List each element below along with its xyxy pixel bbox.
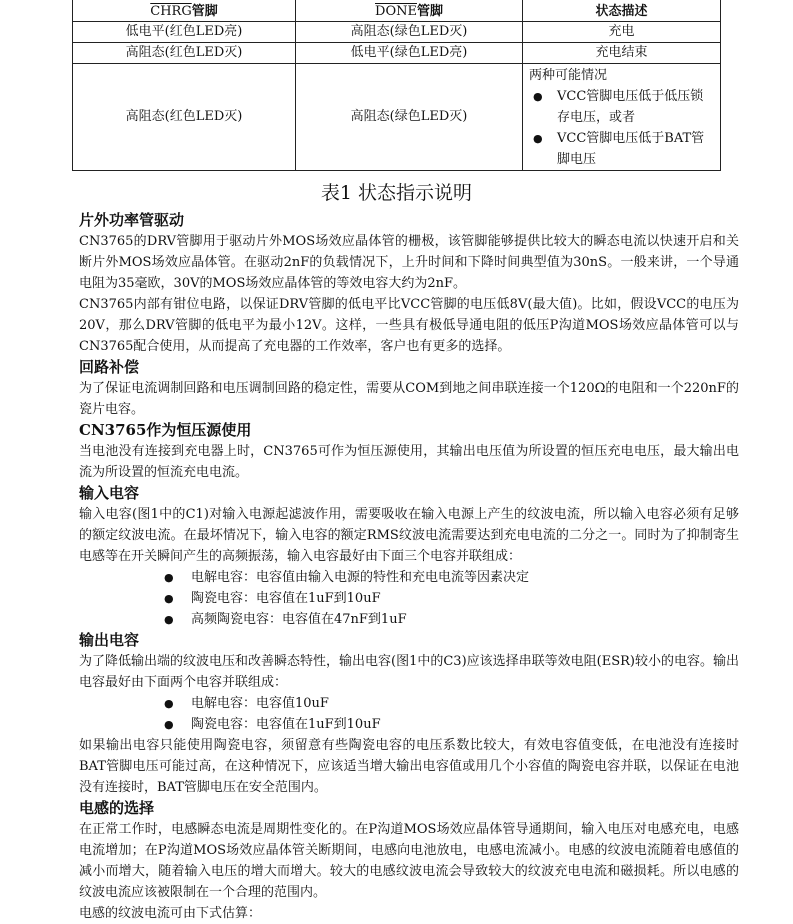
chrg-header-suffix: 管脚 <box>191 4 218 19</box>
paragraph: CN3765的DRV管脚用于驱动片外MOS场效应晶体管的栅极，该管脚能够提供比较大的瞬态电流以快速开启和关断片外MOS场效应晶体管。在驱动2nF的负载情况下，上升时间和下降时间典型值为30nS。一般来讲，一个导通电阻为35毫欧，30V的MOS场效应晶体管的等效电容大约为2nF。 <box>79 234 739 291</box>
cell-done: 高阻态(绿色LED灭) <box>296 64 523 171</box>
table-row <box>73 22 721 43</box>
cell-done: 低电平(绿色LED亮) <box>296 43 523 64</box>
paragraph: 当电池没有连接到充电器上时，CN3765可作为恒压源使用，其输出电压值为所设置的恒压充电电压，最大输出电流为所设置的恒流充电电流。 <box>79 444 739 480</box>
status-title: 两种可能情况 <box>529 68 608 83</box>
cell-done: 高阻态(绿色LED灭) <box>296 22 523 43</box>
header-done <box>296 0 523 22</box>
status-list <box>529 86 716 170</box>
table-header-row <box>73 0 721 22</box>
done-header-suffix: 管脚 <box>416 4 443 19</box>
list-item: ● 陶瓷电容：电容值在1uF到10uF <box>164 588 739 609</box>
status-indicator-table <box>72 0 721 171</box>
cell-status <box>523 64 721 171</box>
paragraph: 为了保证电流调制回路和电压调制回路的稳定性，需要从COM到地之间串联连接一个120Ω的电阻和一个220nF的瓷片电容。 <box>79 381 739 417</box>
section-title-input-cap: 输入电容 <box>79 484 140 502</box>
list-item: ● VCC管脚电压低于低压锁存电压，或者 <box>529 86 716 128</box>
list-item: ● 电解电容：电容值由输入电源的特性和充电电流等因素决定 <box>164 567 739 588</box>
section-title-loop: 回路补偿 <box>79 358 140 376</box>
cell-status: 充电 <box>523 22 721 43</box>
list-item: ● 陶瓷电容：电容值在1uF到10uF <box>164 714 739 735</box>
paragraph: 在正常工作时，电感瞬态电流是周期性变化的。在P沟道MOS场效应晶体管导通期间，输入电压对电感充电，电感电流增加；在P沟道MOS场效应晶体管关断期间，电感向电池放电，电感电流减小。电感的纹波电流随着电感值的减小而增大，随着输入电压的增大而增大。较大的电感纹波电流会导致较大的纹波充电电流和磁损耗。所以电感的纹波电流应该被限制在一个合理的范围内。 <box>79 822 739 900</box>
table-row <box>73 43 721 64</box>
chrg-pin-name: CHRG <box>150 4 192 19</box>
table-row <box>73 64 721 171</box>
cell-chrg: 高阻态(红色LED灭) <box>73 64 296 171</box>
paragraph: 如果输出电容只能使用陶瓷电容，须留意有些陶瓷电容的电压系数比较大，有效电容值变低，在电池没有连接时BAT管脚电压可能过高，在这种情况下，应该适当增大输出电容值或用几个小容值的陶瓷电容并联，以保证在电池没有连接时，BAT管脚电压在安全范围内。 <box>79 738 739 795</box>
header-chrg <box>73 0 296 22</box>
list-item: ● 电解电容：电容值10uF <box>164 693 739 714</box>
paragraph: 为了降低输出端的纹波电压和改善瞬态特性，输出电容(图1中的C3)应该选择串联等效电阻(ESR)较小的电容。输出电容最好由下面两个电容并联组成： <box>79 654 739 690</box>
paragraph: 电感的纹波电流可由下式估算： <box>79 906 262 921</box>
paragraph: CN3765内部有钳位电路，以保证DRV管脚的低电平比VCC管脚的电压低8V(最大值)。比如，假设VCC的电压为20V，那么DRV管脚的低电平为最小12V。这样，一些具有极低导通电阻的低压P沟道MOS场效应晶体管可以与CN3765配合使用，从而提高了充电器的工作效率，客户也有更多的选择。 <box>79 297 739 354</box>
section-title-driver: 片外功率管驱动 <box>79 211 185 229</box>
cell-status: 充电结束 <box>523 43 721 64</box>
table-caption: 表1 状态指示说明 <box>320 182 473 204</box>
output-cap-list <box>79 693 739 735</box>
done-pin-name: DONE <box>375 4 417 19</box>
paragraph: 输入电容(图1中的C1)对输入电源起滤波作用，需要吸收在输入电源上产生的纹波电流，所以输入电容必须有足够的额定纹波电流。在最坏情况下，输入电容的额定RMS纹波电流需要达到充电电流的二分之一。同时为了抑制寄生电感等在开关瞬间产生的高频振荡，输入电容最好由下面三个电容并联组成： <box>79 507 739 564</box>
section-title-inductor: 电感的选择 <box>79 799 155 817</box>
list-item: ● VCC管脚电压低于BAT管脚电压 <box>529 128 716 170</box>
section-title-source: CN3765作为恒压源使用 <box>79 421 252 439</box>
document-body <box>79 210 739 924</box>
header-status: 状态描述 <box>523 0 721 22</box>
list-item: ● 高频陶瓷电容：电容值在47nF到1uF <box>164 609 739 630</box>
input-cap-list <box>79 567 739 630</box>
cell-chrg: 高阻态(红色LED灭) <box>73 43 296 64</box>
cell-chrg: 低电平(红色LED亮) <box>73 22 296 43</box>
section-title-output-cap: 输出电容 <box>79 631 140 649</box>
